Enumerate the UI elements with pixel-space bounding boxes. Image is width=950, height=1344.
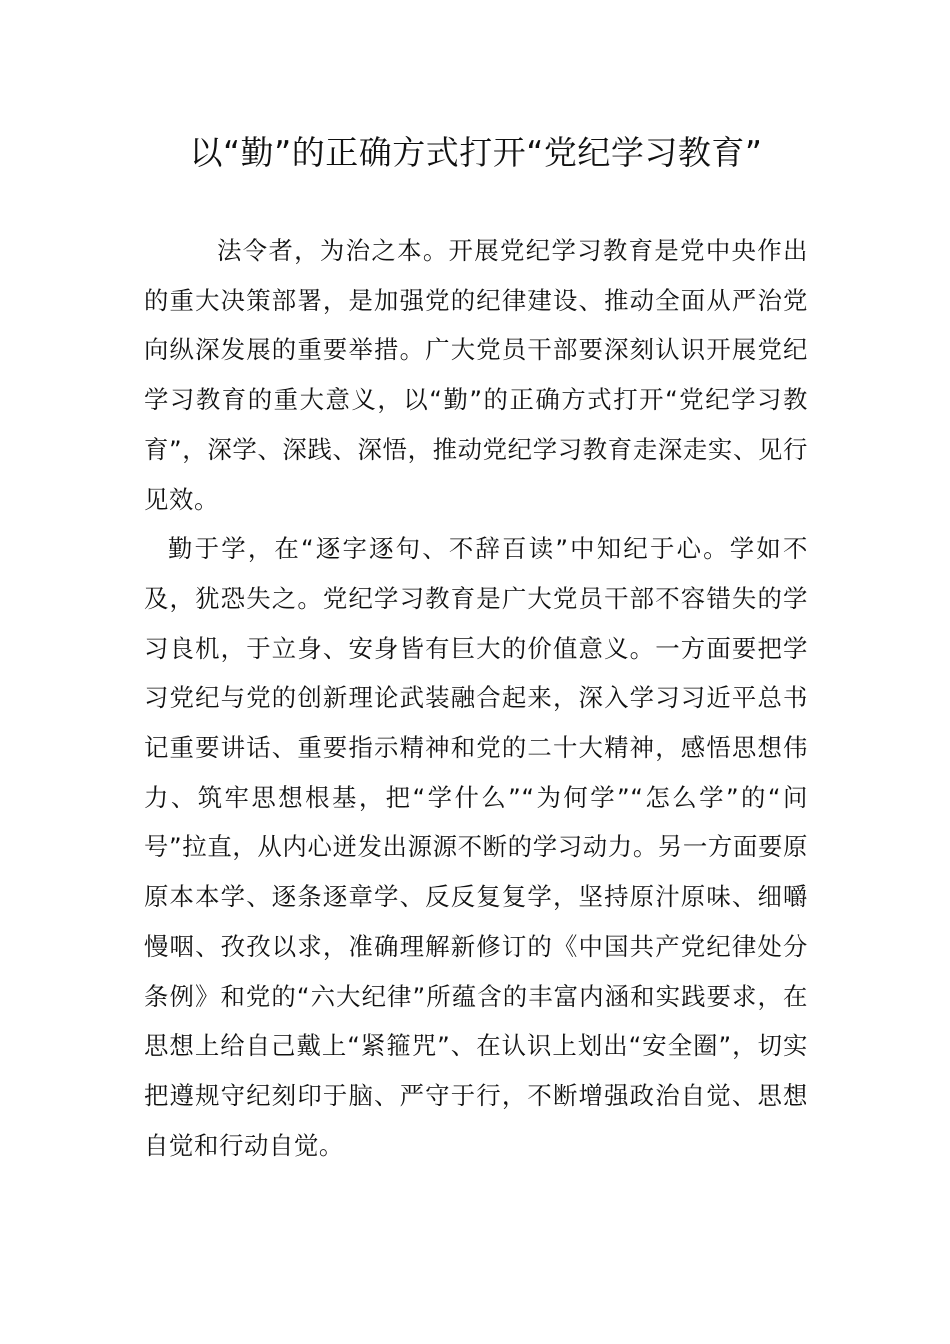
document-title: 以“勤”的正确方式打开“党纪学习教育” [189, 133, 763, 172]
paragraph-diligent-study: 勤于学，在“逐字逐句、不辞百读”中知纪于心。学如不及，犹恐失之。党纪学习教育是广大党员干部不容错失的学习良机，于立身、安身皆有巨大的价值意义。一方面要把学习党纪与党的创新理论武装融合起来，深入学习习近平总书记重要讲话、重要指示精神和党的二十大精神，感悟思想伟力、筑牢思想根基，把“学什么”“为何学”“怎么学”的“问号”拉直，从内心迸发出源源不断的学习动力。另一方面要原原本本学、逐条逐章学、反反复复学，坚持原汁原味、细嚼慢咽、孜孜以求，准确理解新修订的《中国共产党纪律处分条例》和党的“六大纪律”所蕴含的丰富内涵和实践要求，在思想上给自己戴上“紧箍咒”、在认识上划出“安全圈”，切实把遵规守纪刻印于脑、严守于行，不断增强政治自觉、思想自觉和行动自觉。 [144, 534, 808, 1160]
document-body [144, 226, 808, 1170]
paragraph-intro: 法令者，为治之本。开展党纪学习教育是党中央作出的重大决策部署，是加强党的纪律建设、推动全面从严治党向纵深发展的重要举措。广大党员干部要深刻认识开展党纪学习教育的重大意义，以“勤”的正确方式打开“党纪学习教育”，深学、深践、深悟，推动党纪学习教育走深走实、见行见效。 [144, 236, 808, 514]
